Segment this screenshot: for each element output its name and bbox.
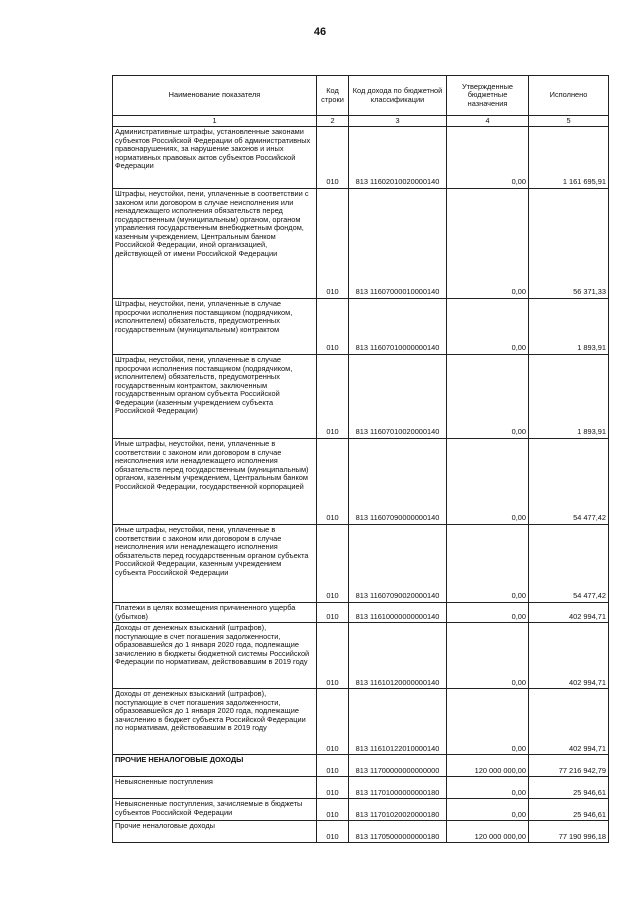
row-executed: 1 161 695,91 [529,127,609,189]
column-number: 1 [113,116,317,127]
table-row [113,689,609,755]
row-executed: 77 190 996,18 [529,821,609,843]
row-line-code: 010 [317,299,349,355]
column-number: 2 [317,116,349,127]
column-number: 3 [349,116,447,127]
row-name: Прочие неналоговые доходы [113,821,317,843]
table-row [113,777,609,799]
table-row [113,189,609,299]
row-executed: 77 216 942,79 [529,755,609,777]
income-report-table [112,75,609,843]
row-line-code: 010 [317,603,349,623]
header-name: Наименование показателя [113,76,317,116]
row-approved: 0,00 [447,299,529,355]
row-line-code: 010 [317,821,349,843]
row-approved: 0,00 [447,189,529,299]
row-executed: 54 477,42 [529,439,609,525]
row-approved: 0,00 [447,525,529,603]
row-executed: 1 893,91 [529,355,609,439]
row-approved: 0,00 [447,689,529,755]
row-approved: 0,00 [447,623,529,689]
row-budget-code: 813 11607010020000140 [349,355,447,439]
row-budget-code: 813 11607010000000140 [349,299,447,355]
header-executed: Исполнено [529,76,609,116]
row-approved: 0,00 [447,439,529,525]
row-budget-code: 813 11700000000000000 [349,755,447,777]
table-row [113,525,609,603]
row-approved: 0,00 [447,777,529,799]
row-line-code: 010 [317,755,349,777]
row-budget-code: 813 11705000000000180 [349,821,447,843]
row-approved: 0,00 [447,355,529,439]
row-name: Невыясненные поступления [113,777,317,799]
header-code-line: Код строки [317,76,349,116]
table-row [113,799,609,821]
row-executed: 54 477,42 [529,525,609,603]
row-approved: 120 000 000,00 [447,755,529,777]
row-name: Доходы от денежных взысканий (штрафов), поступающие в счет погашения задолженности, образовавшейся до 1 января 2020 года, подлежащие зачислению в бюджеты бюджетной системы Российской Федерации по нормативам, действовавшим в 2019 году [113,623,317,689]
row-budget-code: 813 11607090000000140 [349,439,447,525]
row-approved: 0,00 [447,799,529,821]
row-executed: 25 946,61 [529,799,609,821]
table-row [113,821,609,843]
table-row [113,439,609,525]
row-name: Невыясненные поступления, зачисляемые в бюджеты субъектов Российской Федерации [113,799,317,821]
row-name: Штрафы, неустойки, пени, уплаченные в случае просрочки исполнения поставщиком (подрядчиком, исполнителем) обязательств, предусмотренных государственным (муниципальным) контрактом [113,299,317,355]
row-line-code: 010 [317,623,349,689]
row-approved: 0,00 [447,127,529,189]
row-line-code: 010 [317,127,349,189]
row-line-code: 010 [317,189,349,299]
row-name: Доходы от денежных взысканий (штрафов), поступающие в счет погашения задолженности, образовавшейся до 1 января 2020 года, подлежащие зачислению в бюджет субъекта Российской Федерации по нормативам, действовавшим в 2019 году [113,689,317,755]
table-row [113,603,609,623]
row-line-code: 010 [317,689,349,755]
column-number-row [113,116,609,127]
row-name: Административные штрафы, установленные законами субъектов Российской Федерации об административных правонарушениях, за нарушение законов и иных нормативных правовых актов субъектов Российской Федерации [113,127,317,189]
row-name: ПРОЧИЕ НЕНАЛОГОВЫЕ ДОХОДЫ [113,755,317,777]
row-budget-code: 813 11610120000000140 [349,623,447,689]
row-line-code: 010 [317,799,349,821]
row-name: Иные штрафы, неустойки, пени, уплаченные в соответствии с законом или договором в случае неисполнения или ненадлежащего исполнения обязательств перед государственным (муниципальным) органом, казенным учреждением, Центральным банком Российской Федерации, государственной корпорацией [113,439,317,525]
table-row [113,623,609,689]
row-executed: 25 946,61 [529,777,609,799]
row-budget-code: 813 11602010020000140 [349,127,447,189]
row-executed: 56 371,33 [529,189,609,299]
row-name: Штрафы, неустойки, пени, уплаченные в случае просрочки исполнения поставщиком (подрядчиком, исполнителем) обязательств, предусмотренных государственным контрактом, заключенным государственным органом субъекта Российской Федерации (казенным учреждением субъекта Российской Федерации) [113,355,317,439]
row-line-code: 010 [317,525,349,603]
column-number: 4 [447,116,529,127]
header-approved: Утвержденные бюджетные назначения [447,76,529,116]
row-approved: 0,00 [447,603,529,623]
table-row [113,299,609,355]
header-code-budget: Код дохода по бюджетной классификации [349,76,447,116]
row-name: Иные штрафы, неустойки, пени, уплаченные в соответствии с законом или договором в случае неисполнения или ненадлежащего исполнения обязательств перед государственным органом субъекта Российской Федерации, казенным учреждением субъекта Российской Федерации [113,525,317,603]
row-name: Платежи в целях возмещения причиненного ущерба (убытков) [113,603,317,623]
row-budget-code: 813 11701000000000180 [349,777,447,799]
row-executed: 402 994,71 [529,603,609,623]
row-approved: 120 000 000,00 [447,821,529,843]
row-budget-code: 813 11610122010000140 [349,689,447,755]
row-line-code: 010 [317,439,349,525]
row-name: Штрафы, неустойки, пени, уплаченные в соответствии с законом или договором в случае неисполнения или ненадлежащего исполнения обязательств перед государственным (муниципальным) органом, органом управления государственным внебюджетным фондом, казенным учреждением, Центральным банком Российской Федерации, иной организацией, действующей от имени Российской Федерации [113,189,317,299]
row-budget-code: 813 11610000000000140 [349,603,447,623]
row-line-code: 010 [317,355,349,439]
row-budget-code: 813 11607090020000140 [349,525,447,603]
row-line-code: 010 [317,777,349,799]
table-row [113,755,609,777]
row-executed: 402 994,71 [529,689,609,755]
page-number: 46 [313,26,327,38]
row-executed: 402 994,71 [529,623,609,689]
table-row [113,127,609,189]
row-executed: 1 893,91 [529,299,609,355]
header-row [113,76,609,116]
table-row [113,355,609,439]
row-budget-code: 813 11607000010000140 [349,189,447,299]
column-number: 5 [529,116,609,127]
row-budget-code: 813 11701020020000180 [349,799,447,821]
